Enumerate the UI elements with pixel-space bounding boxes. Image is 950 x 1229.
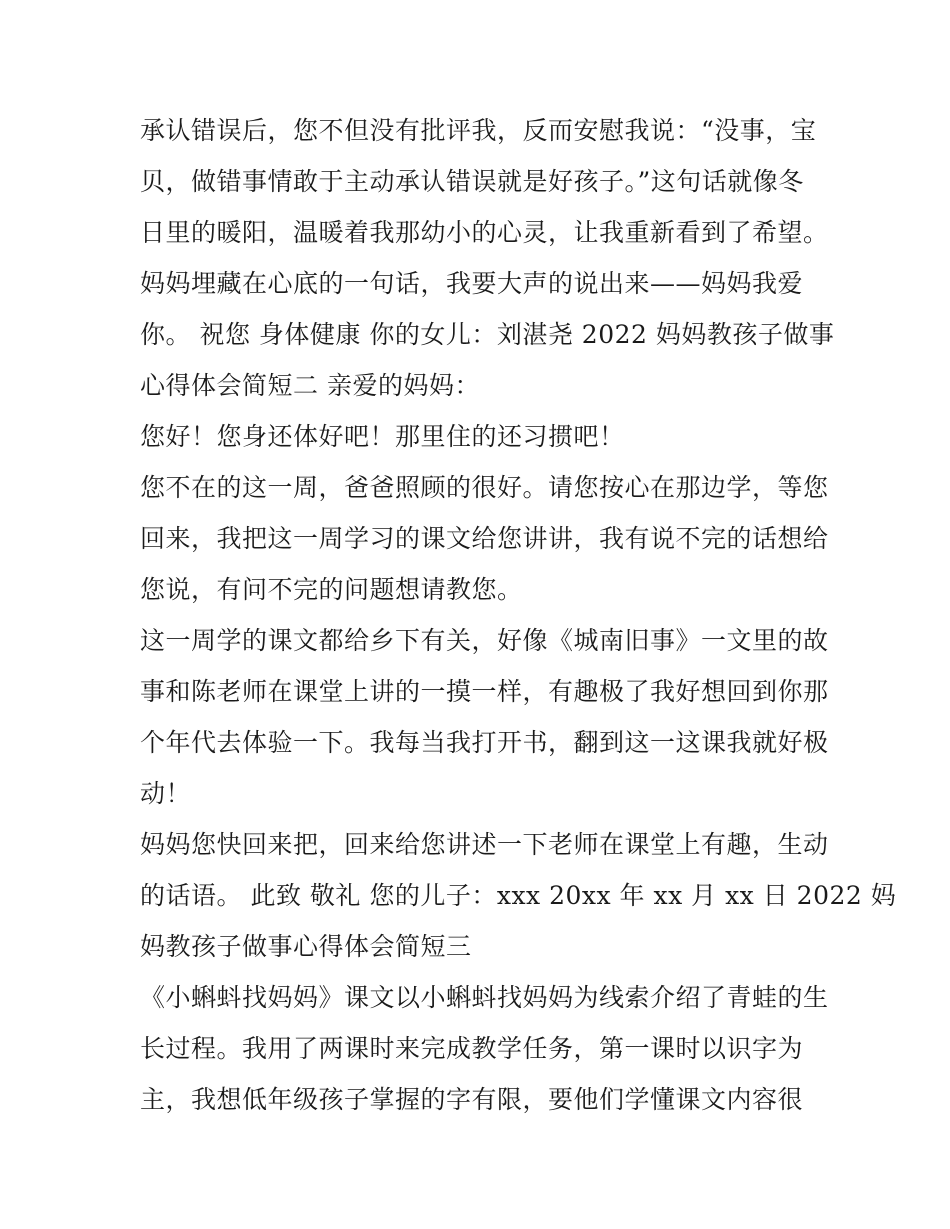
text-line: 主，我想低年级孩子掌握的字有限，要他们学懂课文内容很 [140, 1085, 804, 1114]
text-line: 承认错误后，您不但没有批评我，反而安慰我说：“没事，宝 [140, 116, 817, 145]
text-line: 《小蝌蚪找妈妈》课文以小蝌蚪找妈妈为线索介绍了青蛙的生 [140, 983, 829, 1012]
text-line: 妈妈您快回来把，回来给您讲述一下老师在课堂上有趣，生动 [140, 830, 829, 859]
text-line: 回来，我把这一周学习的课文给您讲讲，我有说不完的话想给 [140, 524, 829, 553]
text-line: 您不在的这一周，爸爸照顾的很好。请您按心在那边学，等您 [140, 473, 829, 502]
text-line: 事和陈老师在课堂上讲的一摸一样，有趣极了我好想回到你那 [140, 677, 829, 706]
text-line: 贝，做错事情敢于主动承认错误就是好孩子。”这句话就像冬 [140, 167, 804, 196]
text-line: 妈妈埋藏在心底的一句话，我要大声的说出来——妈妈我爱 [140, 269, 804, 298]
text-line: 长过程。我用了两课时来完成教学任务，第一课时以识字为 [140, 1034, 804, 1063]
text-line: 的话语。 此致 敬礼 您的儿子：xxx 20xx 年 xx 月 xx 日 2022 妈 [140, 881, 897, 910]
text-line: 你。 祝您 身体健康 你的女儿：刘湛尧 2022 妈妈教孩子做事 [140, 320, 835, 349]
text-line: 您好！您身还体好吧！那里住的还习掼吧！ [140, 422, 625, 451]
text-line: 个年代去体验一下。我每当我打开书，翻到这一这课我就好极 [140, 728, 829, 757]
document-body [140, 105, 897, 1125]
text-line: 日里的暖阳，温暖着我那幼小的心灵，让我重新看到了希望。 [140, 218, 829, 247]
text-line: 妈教孩子做事心得体会简短三 [140, 932, 472, 961]
text-line: 这一周学的课文都给乡下有关，好像《城南旧事》一文里的故 [140, 626, 829, 655]
text-line: 动！ [140, 779, 192, 808]
text-line: 您说，有问不完的问题想请教您。 [140, 575, 523, 604]
text-line: 心得体会简短二 亲爱的妈妈： [140, 371, 480, 400]
